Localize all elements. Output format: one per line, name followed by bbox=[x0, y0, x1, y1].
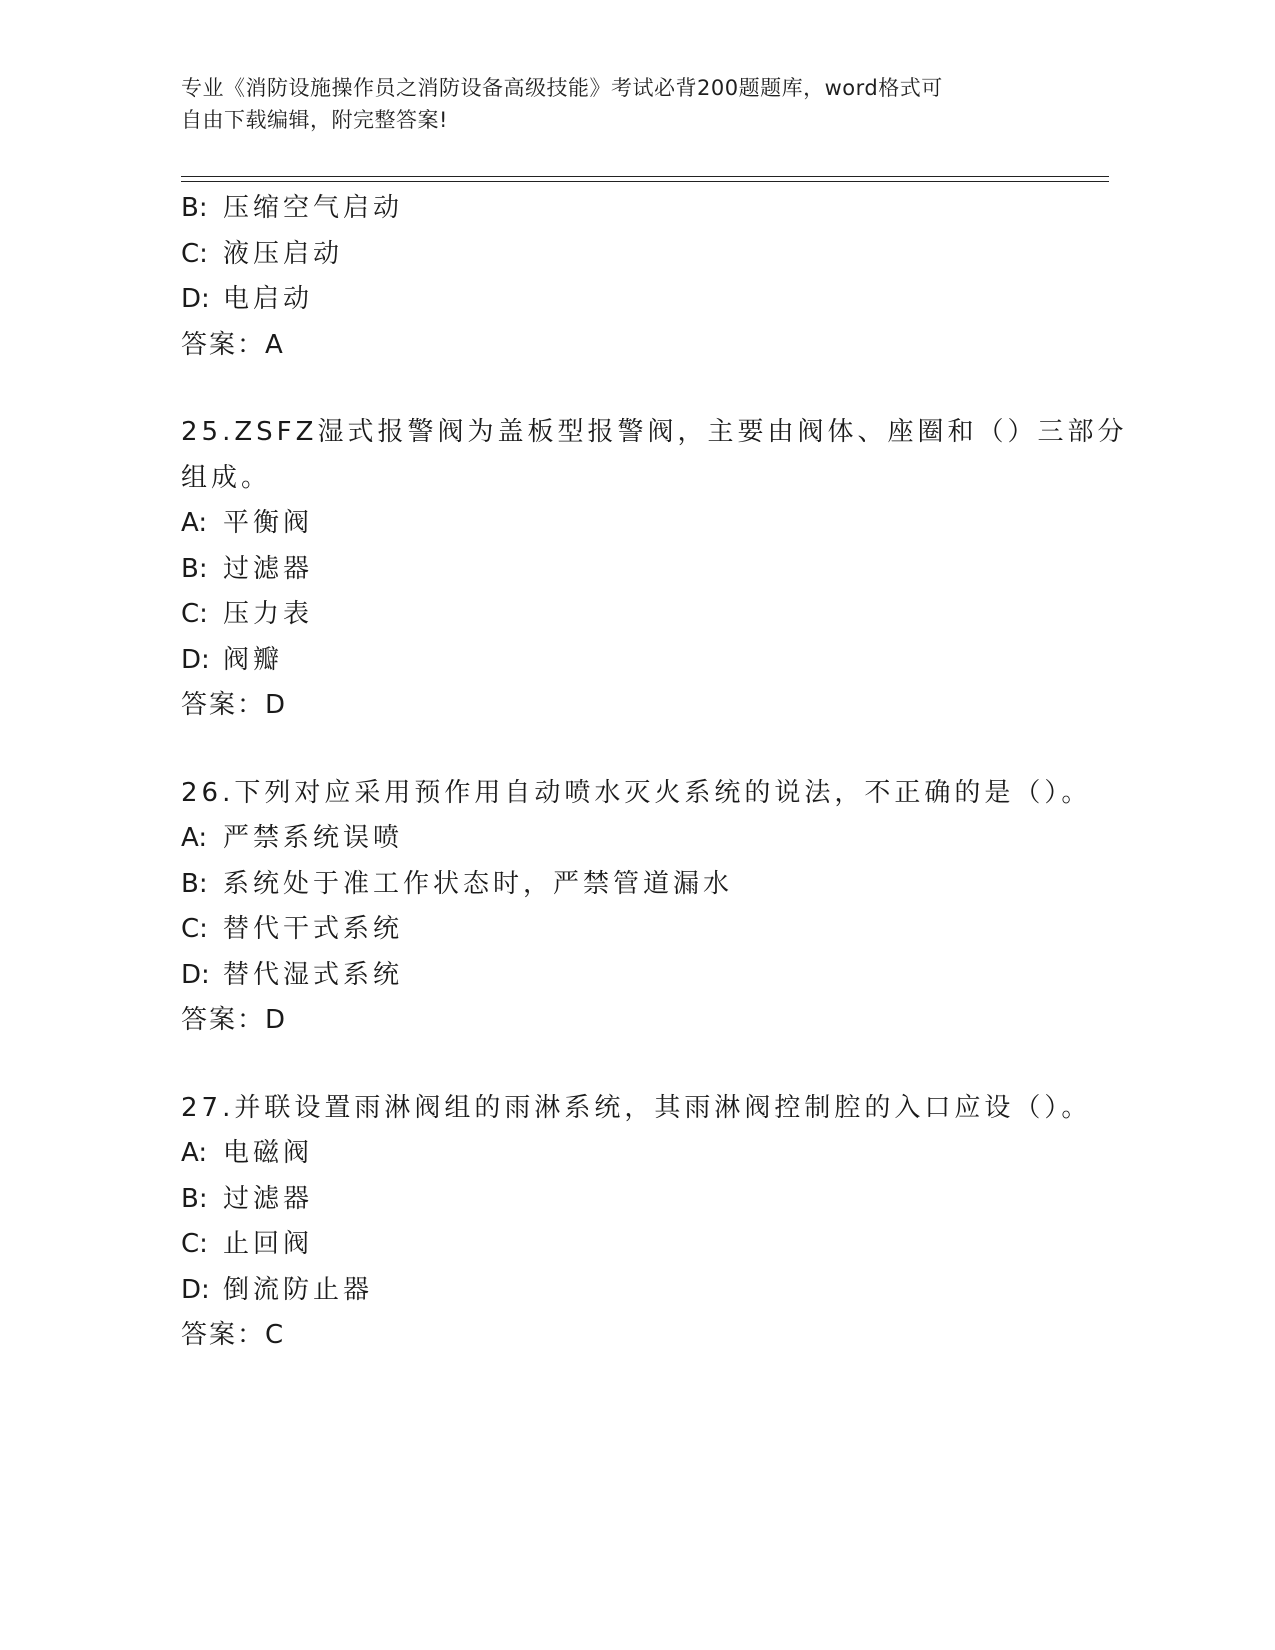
option-b: B: 系统处于准工作状态时，严禁管道漏水 bbox=[181, 868, 734, 899]
spacer bbox=[181, 1044, 1081, 1086]
header-divider-secondary bbox=[181, 181, 1109, 182]
question-block-25 bbox=[181, 410, 1128, 729]
question-list bbox=[181, 186, 1128, 1359]
answer-line: 答案：A bbox=[181, 329, 285, 360]
page-header bbox=[181, 72, 1041, 136]
spacer bbox=[181, 368, 1081, 410]
option-c: C: 止回阀 bbox=[181, 1229, 314, 1259]
answer-line: 答案：D bbox=[181, 690, 288, 720]
question-block-27 bbox=[181, 1086, 1092, 1359]
option-a: A: 平衡阀 bbox=[181, 508, 314, 538]
option-a: A: 电磁阀 bbox=[181, 1138, 314, 1168]
option-c: C: 液压启动 bbox=[181, 238, 344, 269]
spacer bbox=[181, 729, 1081, 771]
question-text: 26.下列对应采用预作用自动喷水灭火系统的说法，不正确的是（）。 bbox=[181, 777, 1092, 808]
question-block-continued bbox=[181, 186, 1081, 368]
answer-line: 答案：C bbox=[181, 1320, 286, 1350]
answer-line: 答案：D bbox=[181, 1005, 288, 1035]
option-a: A: 严禁系统误喷 bbox=[181, 823, 404, 853]
option-b: B: 过滤器 bbox=[181, 553, 314, 584]
option-d: D: 电启动 bbox=[181, 284, 314, 314]
option-c: C: 压力表 bbox=[181, 599, 314, 629]
option-b: B: 过滤器 bbox=[181, 1183, 314, 1214]
header-divider bbox=[181, 176, 1109, 177]
option-d: D: 倒流防止器 bbox=[181, 1274, 374, 1305]
question-text: 25.ZSFZ湿式报警阀为盖板型报警阀，主要由阀体、座圈和（）三部分 bbox=[181, 417, 1128, 447]
question-text: 27.并联设置雨淋阀组的雨淋系统，其雨淋阀控制腔的入口应设（）。 bbox=[181, 1092, 1092, 1123]
question-block-26 bbox=[181, 771, 1092, 1044]
question-text-continued: 组成。 bbox=[181, 462, 272, 493]
header-line-2: 自由下载编辑，附完整答案! bbox=[181, 108, 448, 132]
option-b: B: 压缩空气启动 bbox=[181, 193, 404, 223]
option-c: C: 替代干式系统 bbox=[181, 914, 404, 944]
option-d: D: 替代湿式系统 bbox=[181, 959, 404, 990]
header-line-1: 专业《消防设施操作员之消防设备高级技能》考试必背200题题库，word格式可 bbox=[181, 76, 943, 100]
option-d: D: 阀瓣 bbox=[181, 644, 284, 675]
